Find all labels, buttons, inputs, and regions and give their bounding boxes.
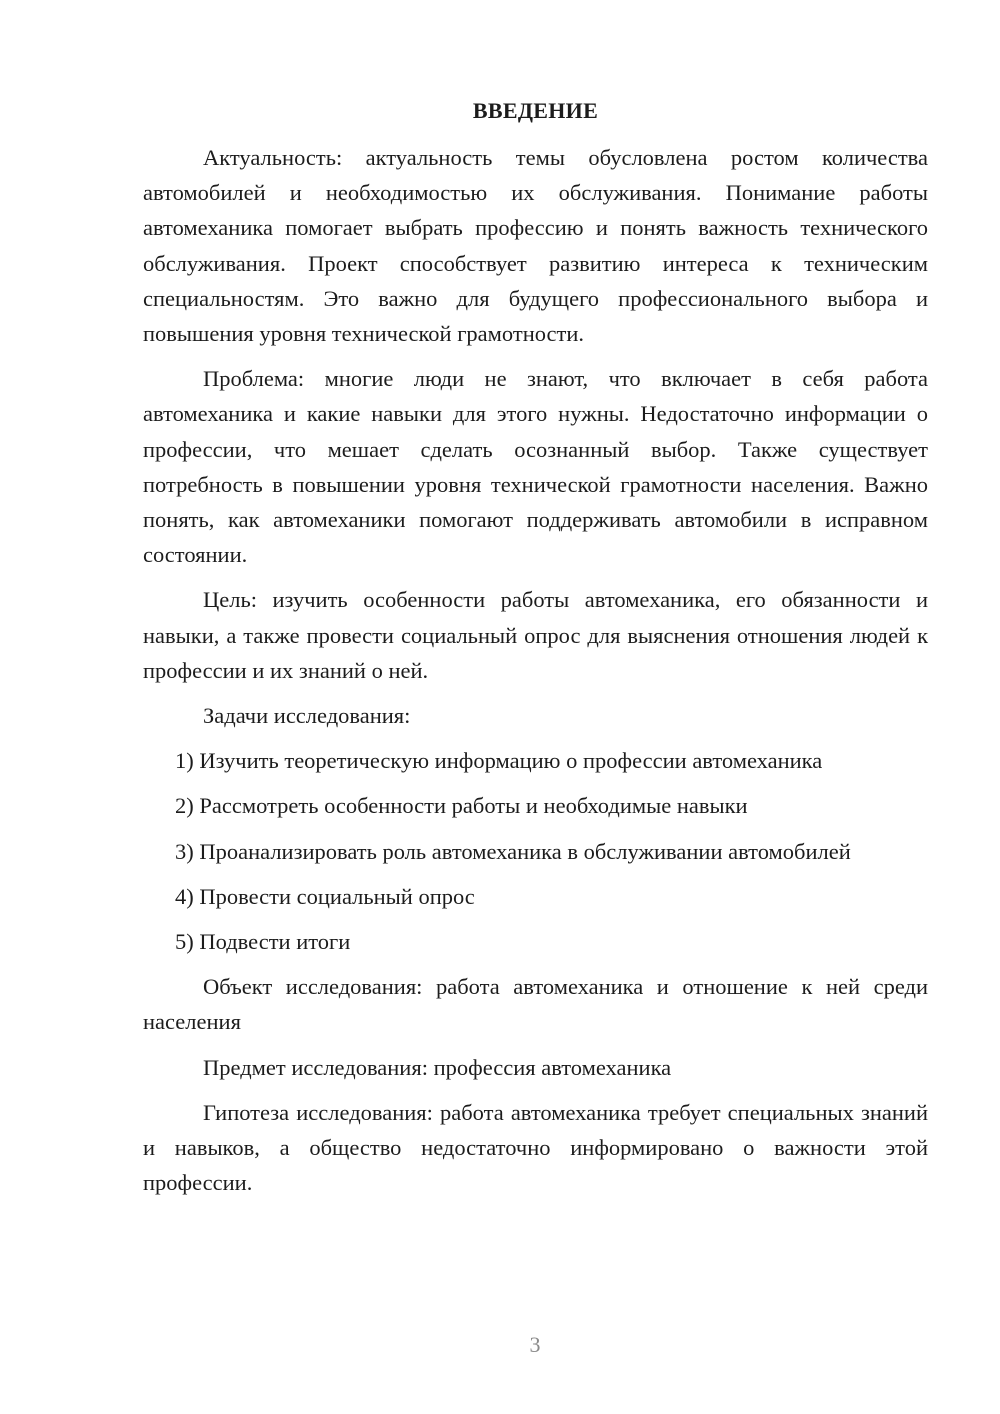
paragraph-problem: Проблема: многие люди не знают, что включает в себя работа автомеханика и какие навыки для этого нужны. Недостаточно информации о профессии, что мешает сделать осознанный выбор. Также существует потребность в повышении уровня технической грамотности населения. Важно понять, как автомеханики помогают поддерживать автомобили в исправном состоянии. (143, 366, 928, 568)
task-item: 5) Подвести итоги (175, 929, 351, 955)
task-item: 3) Проанализировать роль автомеханика в обслуживании автомобилей (175, 838, 851, 864)
paragraph-object: Объект исследования: работа автомеханика и отношение к ней среди населения (143, 974, 928, 1035)
paragraph-relevance: Актуальность: актуальность темы обусловлена ростом количества автомобилей и необходимостью их обслуживания. Понимание работы автомеханика помогает выбрать профессию и понять важность технического обслуживания. Проект способствует развитию интереса к техническим специальностям. Это важно для будущего профессионального выбора и повышения уровня технической грамотности. (143, 145, 928, 347)
page-content (143, 96, 928, 1210)
tasks-list (143, 743, 928, 959)
task-item: 2) Рассмотреть особенности работы и необходимые навыки (175, 793, 748, 819)
tasks-heading: Задачи исследования: (203, 703, 411, 729)
paragraph-goal: Цель: изучить особенности работы автомеханика, его обязанности и навыки, а также провести социальный опрос для выяснения отношения людей к профессии и их знаний о ней. (143, 587, 928, 683)
page-title: ВВЕДЕНИЕ (472, 98, 599, 123)
task-item: 1) Изучить теоретическую информацию о профессии автомеханика (175, 748, 823, 774)
page-number: 3 (529, 1332, 541, 1357)
paragraph-subject: Предмет исследования: профессия автомеханика (203, 1054, 672, 1080)
task-item: 4) Провести социальный опрос (175, 883, 475, 909)
paragraph-hypothesis: Гипотеза исследования: работа автомеханика требует специальных знаний и навыков, а общество недостаточно информировано о важности этой профессии. (143, 1099, 928, 1196)
